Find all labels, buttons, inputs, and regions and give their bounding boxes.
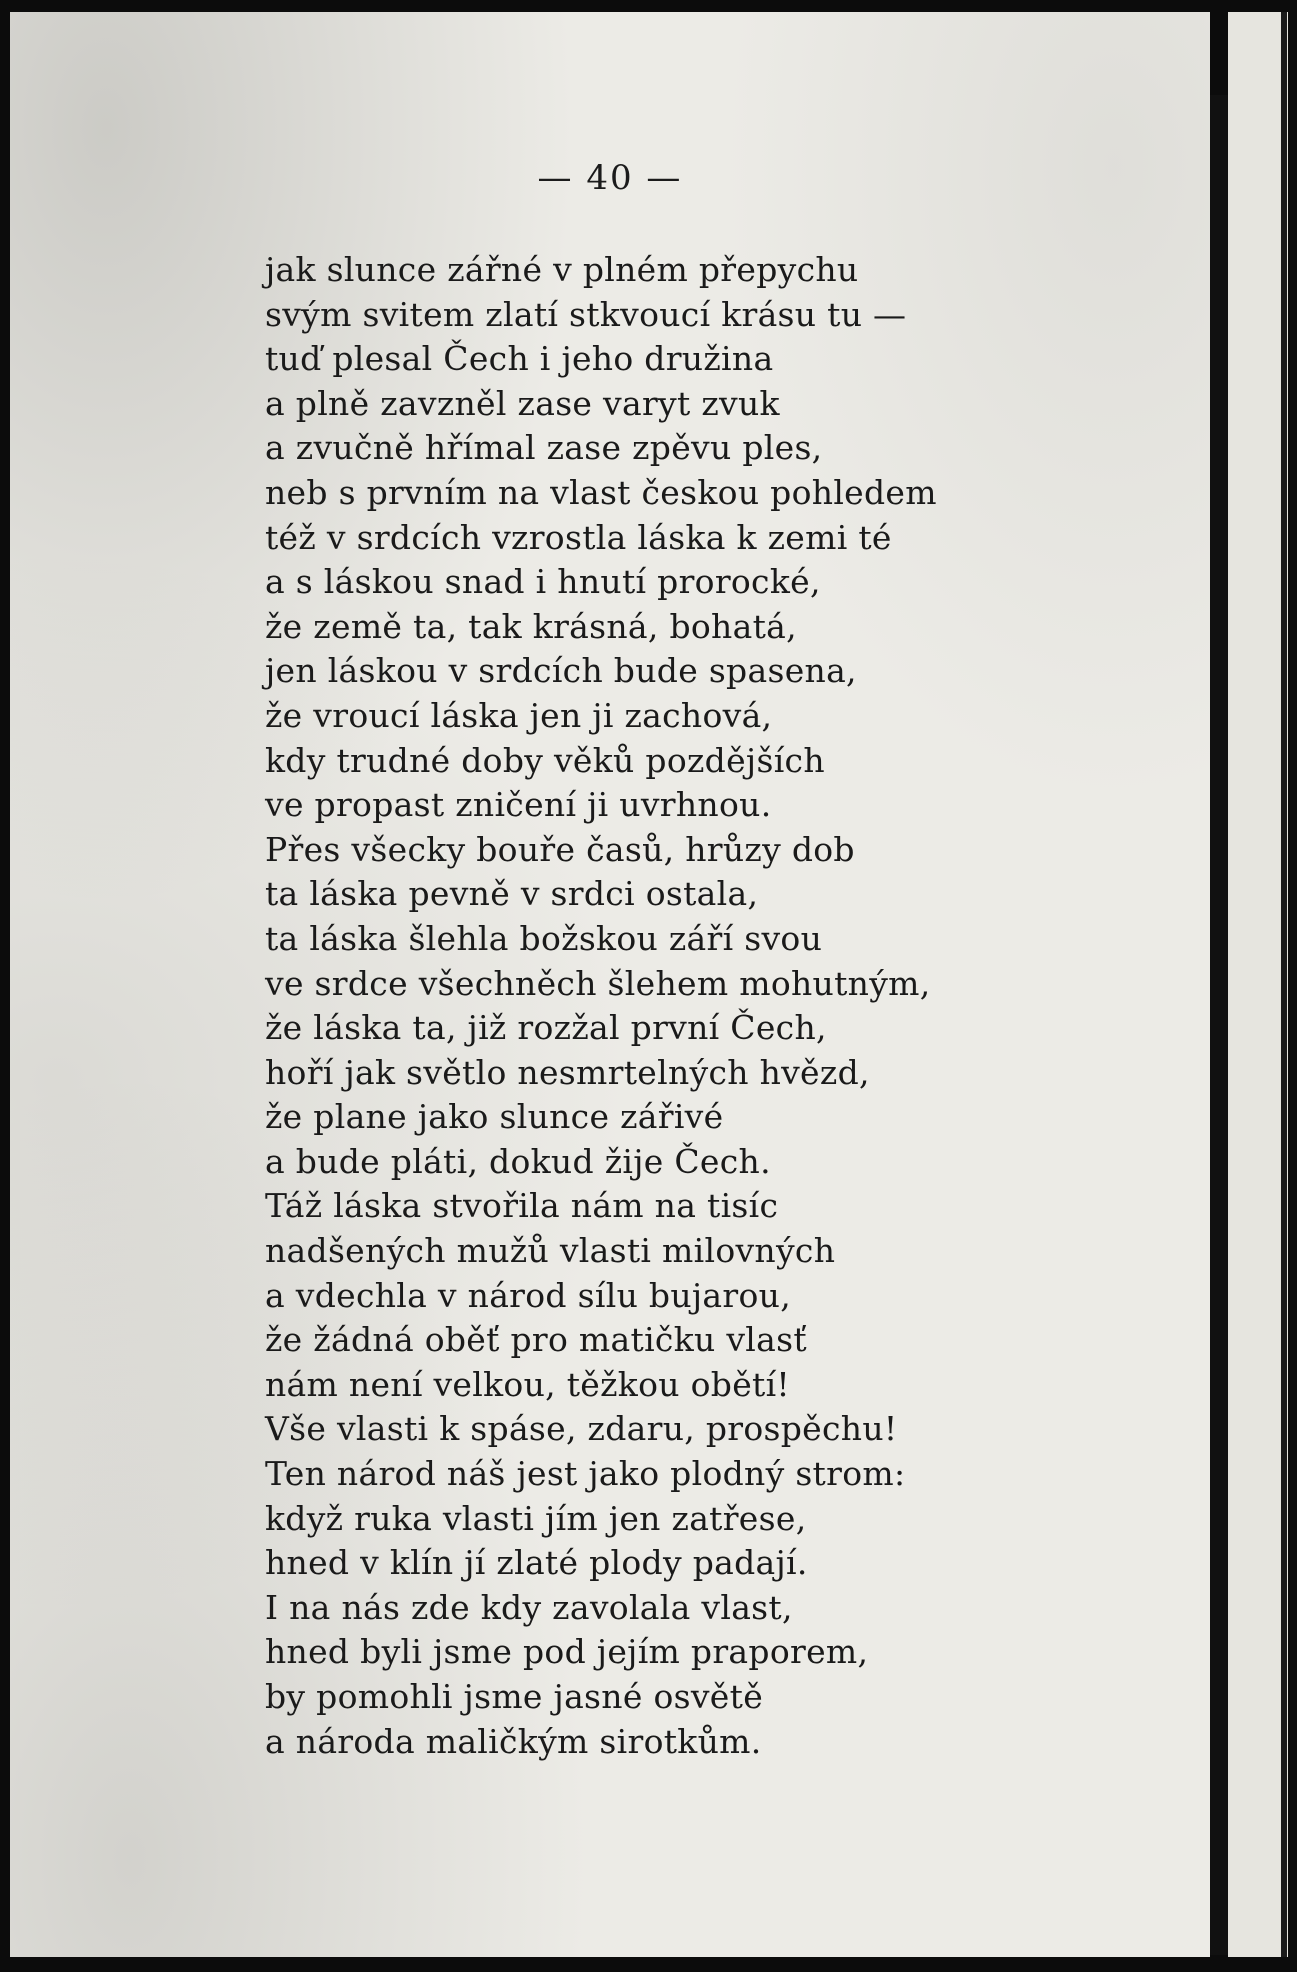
poem-line: Vše vlasti k spáse, zdaru, prospěchu! [265, 1409, 898, 1449]
poem-line: hned v klín jí zlaté plody padají. [265, 1543, 808, 1583]
poem-line: a bude pláti, dokud žije Čech. [265, 1141, 771, 1181]
poem-line: nadšených mužů vlasti milovných [265, 1231, 836, 1271]
poem-line: že země ta, tak krásná, bohatá, [265, 606, 797, 646]
poem-line: Přes všecky bouře časů, hrůzy dob [265, 829, 855, 869]
poem-line: ta láska šlehla božskou září svou [265, 918, 823, 958]
poem-line: Ten národ náš jest jako plodný strom: [265, 1454, 906, 1494]
poem-line: hoří jak světlo nesmrtelných hvězd, [265, 1052, 870, 1092]
poem-line: svým svitem zlatí stkvoucí krásu tu — [265, 294, 907, 334]
poem-line: že žádná oběť pro matičku vlasť [265, 1320, 807, 1360]
poem-line: jen láskou v srdcích bude spasena, [265, 651, 857, 691]
poem-line: ve srdce všechněch šlehem mohutným, [265, 963, 931, 1003]
poem-line: neb s prvním na vlast českou pohledem [265, 472, 937, 512]
poem-line: tuď plesal Čech i jeho družina [265, 339, 774, 379]
poem-line: též v srdcích vzrostla láska k zemi té [265, 517, 892, 557]
poem-line: by pomohli jsme jasné osvětě [265, 1677, 764, 1716]
book-page [10, 12, 1210, 1957]
poem-line: že plane jako slunce zářivé [265, 1097, 724, 1137]
poem-text [265, 248, 937, 1764]
page-number: — 40 — [537, 158, 683, 198]
poem-line: a vdechla v národ sílu bujarou, [265, 1275, 791, 1315]
poem-line: kdy trudné doby věků pozdějších [265, 740, 825, 780]
poem-line: že vroucí láska jen ji zachová, [265, 695, 773, 735]
poem-line: jak slunce zářné v plném přepychu [265, 250, 859, 289]
poem-line: ta láska pevně v srdci ostala, [265, 874, 759, 914]
poem-line: nám není velkou, těžkou obětí! [265, 1364, 790, 1404]
poem-line: Táž láska stvořila nám na tisíc [265, 1186, 779, 1226]
scan-border-line [1281, 12, 1287, 1957]
poem-line: ve propast zničení ji uvrhnou. [265, 785, 772, 825]
next-page-edge [1228, 12, 1288, 1957]
poem-line: a zvučně hřímal zase zpěvu ples, [265, 428, 823, 468]
poem-line: a s láskou snad i hnutí prorocké, [265, 562, 821, 602]
page-edge-shadow [1210, 95, 1228, 1955]
poem-line: když ruka vlasti jím jen zatřese, [265, 1498, 807, 1538]
poem-line: a plně zavzněl zase varyt zvuk [265, 383, 780, 423]
poem-line: že láska ta, již rozžal první Čech, [265, 1008, 827, 1048]
poem-line: I na nás zde kdy zavolala vlast, [265, 1587, 793, 1627]
poem-line: hned byli jsme pod jejím praporem, [265, 1632, 869, 1672]
poem-line: a národa maličkým sirotkům. [265, 1721, 762, 1761]
